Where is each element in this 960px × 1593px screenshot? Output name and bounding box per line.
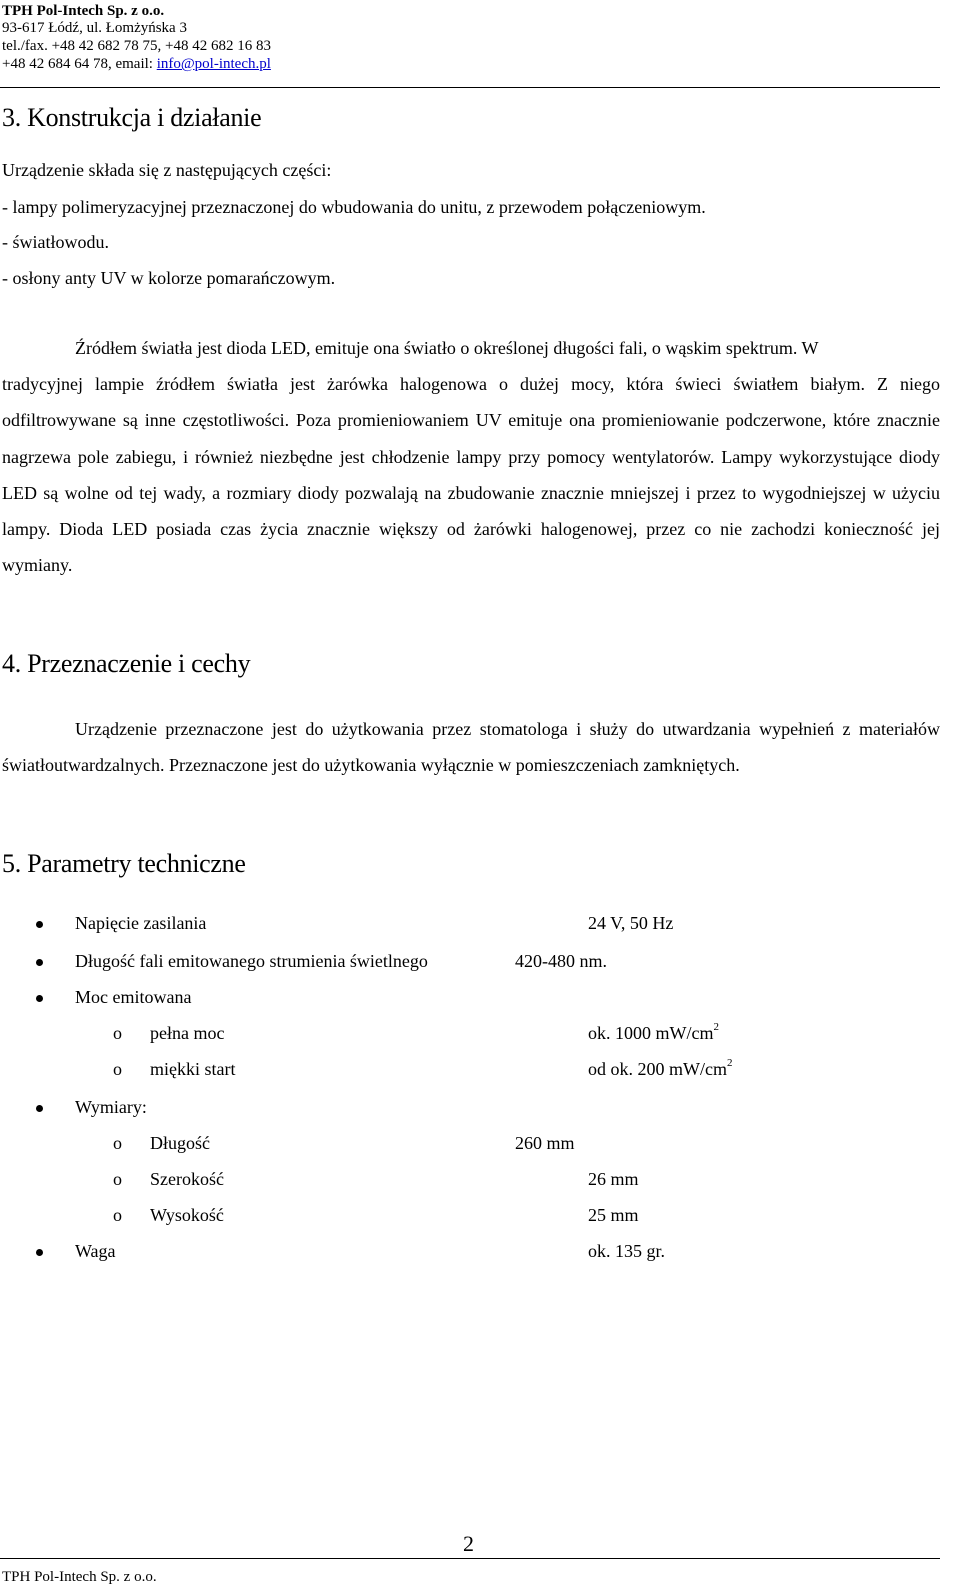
superscript: 2 <box>713 1021 719 1033</box>
spec-power-full-label: pełna moc <box>150 1023 225 1043</box>
sub-bullet-marker: o <box>113 1059 122 1079</box>
sub-bullet-marker: o <box>113 1169 122 1189</box>
header-divider <box>0 87 940 88</box>
bullet-icon <box>36 959 43 966</box>
spec-power-soft-value <box>588 1059 732 1080</box>
footer-company: TPH Pol-Intech Sp. z o.o. <box>2 1569 157 1585</box>
page-number: 2 <box>463 1531 474 1556</box>
spec-power-full-number: ok. 1000 mW/cm <box>588 1023 714 1043</box>
sub-bullet-marker: o <box>113 1023 122 1043</box>
spec-length-value: 260 mm <box>515 1133 575 1153</box>
header-telfax: tel./fax. +48 42 682 78 75, +48 42 682 16 83 <box>2 38 271 54</box>
spec-length-label: Długość <box>150 1133 210 1153</box>
section-3-intro: Urządzenie składa się z następujących części: <box>2 160 332 180</box>
section-3-heading: 3. Konstrukcja i działanie <box>2 103 262 132</box>
section-4-paragraph: Urządzenie przeznaczone jest do użytkowania przez stomatologa i służy do utwardzania wypełnień z materiałów światłoutwardzalnych. Przeznaczone jest do użytkowania wyłącznie w pomieszczeniach zamkniętych. <box>2 719 940 776</box>
header-address: 93-617 Łódź, ul. Łomżyńska 3 <box>2 20 187 36</box>
spec-height-value: 25 mm <box>588 1205 639 1225</box>
section-3-paragraph: tradycyjnej lampie źródłem światła jest żarówka halogenowa o dużej mocy, która świeci światłem białym. Z niego odfiltrowywane są inne częstotliwości. Poza promieniowaniem UV emituje ona promieniowanie podczerwone, które znacznie nagrzewa pole zabiegu, i również niezbędne jest chłodzenie lampy przy pomocy wentylatorów. Lampy wykorzystujące diody LED są wolne od tej wady, a rozmiary diody pozwalają na zbudowanie znacznie mniejszej i przez to wygodniejszej w użyciu lampy. Dioda LED posiada czas życia znacznie większy od żarówki halogenowej, przez co nie zachodzi konieczność jej wymiany. <box>2 374 940 576</box>
email-link[interactable]: info@pol-intech.pl <box>156 56 271 72</box>
spec-width-value: 26 mm <box>588 1169 639 1189</box>
part-item-lamp: - lampy polimeryzacyjnej przeznaczonej do wbudowania do unitu, z przewodem połączeniowym. <box>2 197 706 217</box>
section-3-paragraph-first-line: Źródłem światła jest dioda LED, emituje ona światło o określonej długości fali, o wąskim spektrum. W <box>75 338 819 358</box>
spec-wavelength-value: 420-480 nm. <box>515 951 607 971</box>
spec-voltage-value: 24 V, 50 Hz <box>588 913 674 933</box>
spec-power-full-value <box>588 1023 719 1044</box>
spec-power-label: Moc emitowana <box>75 987 192 1007</box>
bullet-icon <box>36 995 43 1002</box>
spec-wavelength-label: Długość fali emitowanego strumienia świetlnego <box>75 951 428 971</box>
section-5-heading: 5. Parametry techniczne <box>2 849 246 878</box>
superscript: 2 <box>726 1057 733 1069</box>
sub-bullet-marker: o <box>113 1133 122 1153</box>
bullet-icon <box>36 1105 43 1112</box>
spec-voltage-label: Napięcie zasilania <box>75 913 207 933</box>
bullet-icon <box>36 1249 43 1256</box>
footer-divider <box>0 1558 940 1559</box>
section-4-heading: 4. Przeznaczenie i cechy <box>2 649 251 678</box>
spec-power-soft-number: od ok. 200 mW/cm <box>588 1059 727 1079</box>
header-company: TPH Pol-Intech Sp. z o.o. <box>2 3 165 19</box>
part-item-shield: - osłony anty UV w kolorze pomarańczowym. <box>2 268 336 288</box>
spec-width-label: Szerokość <box>150 1169 224 1189</box>
spec-dimensions-label: Wymiary: <box>75 1097 147 1117</box>
part-item-lightguide: - światłowodu. <box>2 232 109 252</box>
spec-weight-value: ok. 135 gr. <box>588 1241 666 1261</box>
header-phone: +48 42 684 64 78, email: <box>2 56 157 72</box>
spec-power-soft-label: miękki start <box>150 1059 236 1079</box>
sub-bullet-marker: o <box>113 1205 122 1225</box>
spec-weight-label: Waga <box>75 1241 116 1261</box>
bullet-icon <box>36 921 43 928</box>
spec-height-label: Wysokość <box>150 1205 224 1225</box>
header-contact <box>2 55 271 73</box>
